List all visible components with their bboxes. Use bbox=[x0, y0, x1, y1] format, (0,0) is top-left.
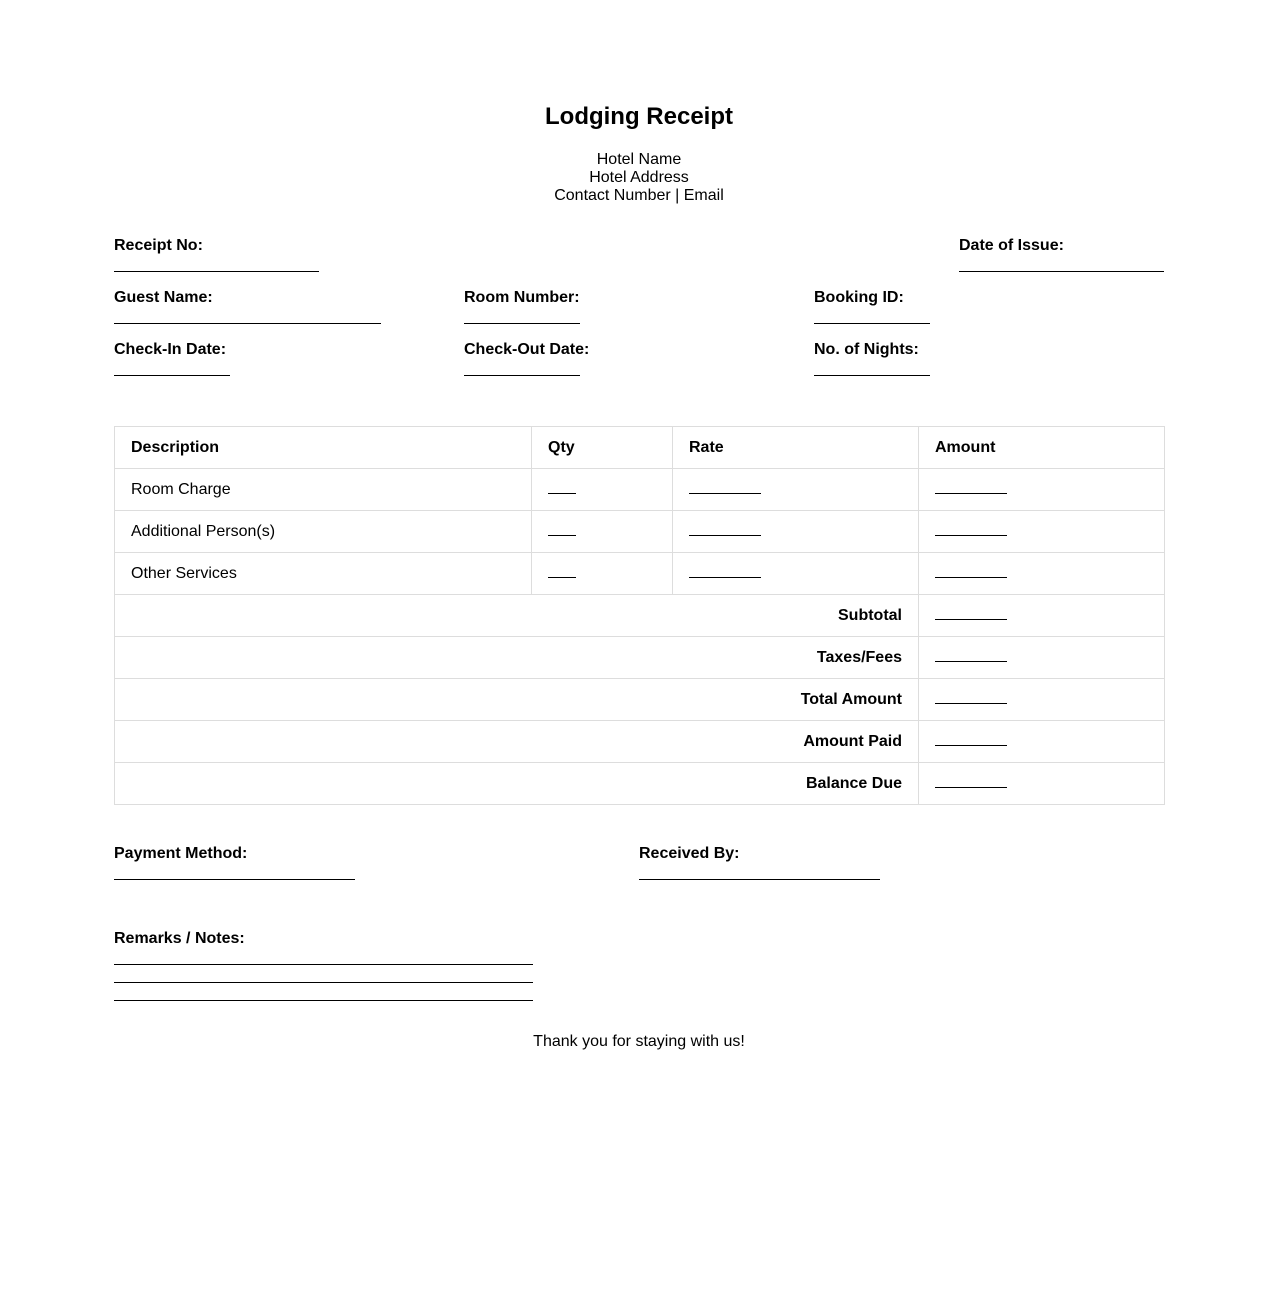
balance-due-row bbox=[115, 763, 1165, 805]
receipt-no-label: Receipt No: bbox=[114, 237, 203, 254]
item-description: Other Services bbox=[115, 553, 532, 595]
qty-blank[interactable] bbox=[548, 483, 576, 494]
rate-blank[interactable] bbox=[689, 525, 761, 536]
check-in-date-field[interactable] bbox=[114, 341, 230, 376]
rate-cell[interactable] bbox=[673, 469, 919, 511]
remarks-label: Remarks / Notes: bbox=[114, 930, 245, 947]
amount-cell[interactable] bbox=[919, 553, 1165, 595]
room-number-line[interactable] bbox=[464, 323, 580, 324]
total-amount-row bbox=[115, 679, 1165, 721]
received-by-line[interactable] bbox=[639, 879, 880, 880]
amount-paid-blank[interactable] bbox=[935, 735, 1007, 746]
date-of-issue-label: Date of Issue: bbox=[959, 237, 1064, 254]
item-description: Additional Person(s) bbox=[115, 511, 532, 553]
booking-id-field[interactable] bbox=[814, 289, 930, 324]
booking-id-label: Booking ID: bbox=[814, 289, 904, 306]
received-by-label: Received By: bbox=[639, 845, 740, 862]
col-header-amount: Amount bbox=[919, 427, 1165, 469]
remarks-line[interactable] bbox=[114, 1000, 533, 1001]
guest-name-line[interactable] bbox=[114, 323, 381, 324]
amount-blank[interactable] bbox=[935, 483, 1007, 494]
subtotal-row bbox=[115, 595, 1165, 637]
room-number-label: Room Number: bbox=[464, 289, 580, 306]
subtotal-label: Subtotal bbox=[115, 595, 919, 637]
table-row bbox=[115, 469, 1165, 511]
taxes-blank[interactable] bbox=[935, 651, 1007, 662]
amount-blank[interactable] bbox=[935, 567, 1007, 578]
total-amount-blank[interactable] bbox=[935, 693, 1007, 704]
payment-method-line[interactable] bbox=[114, 879, 355, 880]
remarks-line[interactable] bbox=[114, 964, 533, 965]
subtotal-cell[interactable] bbox=[919, 595, 1165, 637]
payment-method-label: Payment Method: bbox=[114, 845, 248, 862]
payment-method-field[interactable] bbox=[114, 845, 355, 880]
no-of-nights-field[interactable] bbox=[814, 341, 930, 376]
qty-cell[interactable] bbox=[532, 553, 673, 595]
table-row bbox=[115, 553, 1165, 595]
taxes-cell[interactable] bbox=[919, 637, 1165, 679]
remarks-section bbox=[114, 930, 534, 1001]
remarks-line[interactable] bbox=[114, 982, 533, 983]
hotel-address: Hotel Address bbox=[589, 169, 689, 186]
qty-cell[interactable] bbox=[532, 469, 673, 511]
total-amount-label: Total Amount bbox=[115, 679, 919, 721]
check-in-date-line[interactable] bbox=[114, 375, 230, 376]
date-of-issue-line[interactable] bbox=[959, 271, 1164, 272]
rate-cell[interactable] bbox=[673, 511, 919, 553]
amount-cell[interactable] bbox=[919, 469, 1165, 511]
col-header-rate: Rate bbox=[673, 427, 919, 469]
receipt-no-field[interactable] bbox=[114, 237, 319, 272]
page-title: Lodging Receipt bbox=[545, 103, 733, 130]
no-of-nights-line[interactable] bbox=[814, 375, 930, 376]
table-header-row bbox=[115, 427, 1165, 469]
receipt-no-line[interactable] bbox=[114, 271, 319, 272]
hotel-contact: Contact Number | Email bbox=[554, 187, 724, 204]
amount-paid-row bbox=[115, 721, 1165, 763]
amount-cell[interactable] bbox=[919, 511, 1165, 553]
qty-blank[interactable] bbox=[548, 525, 576, 536]
rate-cell[interactable] bbox=[673, 553, 919, 595]
total-amount-cell[interactable] bbox=[919, 679, 1165, 721]
hotel-name: Hotel Name bbox=[596, 151, 682, 168]
item-description: Room Charge bbox=[115, 469, 532, 511]
hotel-info bbox=[114, 151, 1164, 205]
check-in-date-label: Check-In Date: bbox=[114, 341, 227, 358]
check-out-date-field[interactable] bbox=[464, 341, 590, 376]
balance-due-cell[interactable] bbox=[919, 763, 1165, 805]
check-out-date-label: Check-Out Date: bbox=[464, 341, 590, 358]
check-out-date-line[interactable] bbox=[464, 375, 580, 376]
amount-blank[interactable] bbox=[935, 525, 1007, 536]
room-number-field[interactable] bbox=[464, 289, 580, 324]
amount-paid-label: Amount Paid bbox=[115, 721, 919, 763]
col-header-description: Description bbox=[115, 427, 532, 469]
amount-paid-cell[interactable] bbox=[919, 721, 1165, 763]
col-header-qty: Qty bbox=[532, 427, 673, 469]
subtotal-blank[interactable] bbox=[935, 609, 1007, 620]
received-by-field[interactable] bbox=[639, 845, 880, 880]
table-row bbox=[115, 511, 1165, 553]
charges-table bbox=[114, 426, 1165, 805]
taxes-label: Taxes/Fees bbox=[115, 637, 919, 679]
rate-blank[interactable] bbox=[689, 483, 761, 494]
booking-id-line[interactable] bbox=[814, 323, 930, 324]
qty-blank[interactable] bbox=[548, 567, 576, 578]
guest-name-label: Guest Name: bbox=[114, 289, 213, 306]
qty-cell[interactable] bbox=[532, 511, 673, 553]
date-of-issue-field[interactable] bbox=[959, 237, 1164, 272]
no-of-nights-label: No. of Nights: bbox=[814, 341, 919, 358]
rate-blank[interactable] bbox=[689, 567, 761, 578]
balance-due-label: Balance Due bbox=[115, 763, 919, 805]
thank-you-message: Thank you for staying with us! bbox=[533, 1033, 745, 1050]
balance-due-blank[interactable] bbox=[935, 777, 1007, 788]
taxes-row bbox=[115, 637, 1165, 679]
guest-name-field[interactable] bbox=[114, 289, 381, 324]
